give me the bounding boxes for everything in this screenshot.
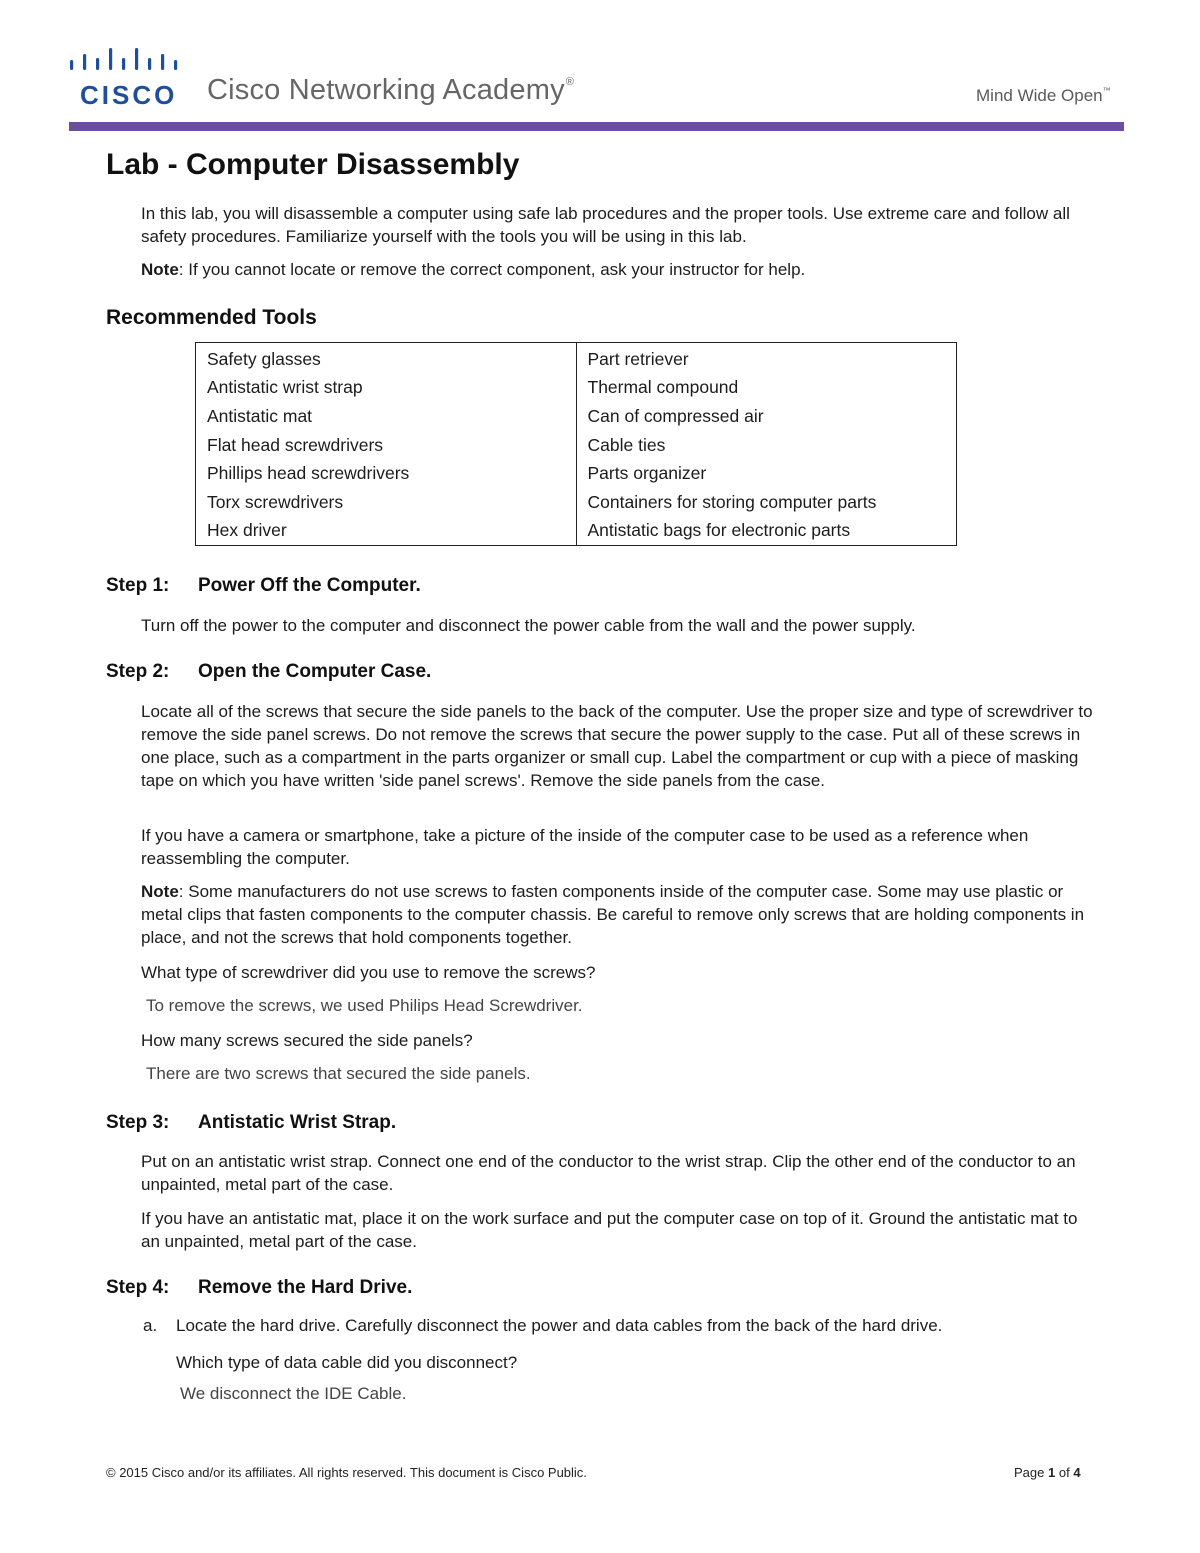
step-1-heading: Step 1: Power Off the Computer. <box>106 575 421 596</box>
tool-right-cell: Containers for storing computer parts <box>576 488 957 517</box>
step-2-note: Note: Some manufacturers do not use screws to fasten components inside of the computer case. Some may use plastic or metal clips that fasten components to the computer chassis. Be careful to remove only screws that are holding components in place, and not the screws that hold components together. <box>141 882 1085 947</box>
tool-left-cell: Safety glasses <box>196 343 577 374</box>
step-2-question-1: What type of screwdriver did you use to remove the screws? <box>141 963 596 982</box>
page-number: Page 1 of 4 <box>1014 1465 1081 1480</box>
tool-left-cell: Hex driver <box>196 517 577 546</box>
step-3-paragraph-2: If you have an antistatic mat, place it on the work surface and put the computer case on top of it. Ground the antistatic mat to an unpainted, metal part of the case. <box>141 1209 1078 1251</box>
tool-right-cell: Parts organizer <box>576 459 957 488</box>
tool-right-cell: Can of compressed air <box>576 402 957 431</box>
step-2-paragraph-2: If you have a camera or smartphone, take a picture of the inside of the computer case to be used as a reference when reassembling the computer. <box>141 826 1029 868</box>
tool-right-cell: Thermal compound <box>576 374 957 403</box>
step-4-answer: We disconnect the IDE Cable. <box>180 1384 407 1403</box>
step-2-answer-1: To remove the screws, we used Philips Head Screwdriver. <box>146 996 583 1015</box>
intro-paragraph: In this lab, you will disassemble a computer using safe lab procedures and the proper tools. Use extreme care and follow all safety procedures. Familiarize yourself with the tools you will be using in this lab. <box>141 204 1070 246</box>
tool-right-cell: Cable ties <box>576 431 957 460</box>
table-row <box>196 517 957 546</box>
cisco-wordmark: CISCO <box>80 80 178 110</box>
tool-left-cell: Phillips head screwdrivers <box>196 459 577 488</box>
header-rule <box>69 122 1124 131</box>
tagline: Mind Wide Open™ <box>976 86 1111 105</box>
tool-right-cell: Part retriever <box>576 343 957 374</box>
footer-copyright: © 2015 Cisco and/or its affiliates. All rights reserved. This document is Cisco Public. <box>106 1465 587 1480</box>
tool-left-cell: Flat head screwdrivers <box>196 431 577 460</box>
step-2-answer-2: There are two screws that secured the side panels. <box>146 1064 531 1083</box>
table-row <box>196 402 957 431</box>
table-row <box>196 374 957 403</box>
step-3-heading: Step 3: Antistatic Wrist Strap. <box>106 1112 397 1133</box>
tool-left-cell: Antistatic wrist strap <box>196 374 577 403</box>
tools-heading: Recommended Tools <box>106 306 317 329</box>
academy-name: Cisco Networking Academy® <box>207 74 575 106</box>
tool-right-cell: Antistatic bags for electronic parts <box>576 517 957 546</box>
table-row <box>196 343 957 374</box>
table-row <box>196 488 957 517</box>
table-row <box>196 431 957 460</box>
tools-table <box>195 342 957 546</box>
step-1-text: Turn off the power to the computer and disconnect the power cable from the wall and the power supply. <box>141 616 916 635</box>
step-2-question-2: How many screws secured the side panels? <box>141 1031 473 1050</box>
tool-left-cell: Torx screwdrivers <box>196 488 577 517</box>
step-4-heading: Step 4: Remove the Hard Drive. <box>106 1277 413 1298</box>
step-4-item-a: a. Locate the hard drive. Carefully disconnect the power and data cables from the back of the hard drive. <box>143 1316 943 1335</box>
step-2-paragraph-1: Locate all of the screws that secure the side panels to the back of the computer. Use the proper size and type of screwdriver to remove the side panel screws. Do not remove the screws that secure the power supply to the case. Put all of these screws in one place, such as a compartment in the parts organizer or small cup. Label the compartment or cup with a piece of masking tape on which you have written 'side panel screws'. Remove the side panels from the case. <box>141 702 1093 790</box>
step-4-question: Which type of data cable did you disconnect? <box>176 1353 518 1372</box>
step-3-paragraph-1: Put on an antistatic wrist strap. Connect one end of the conductor to the wrist strap. Clip the other end of the conductor to an unpainted, metal part of the case. <box>141 1152 1076 1194</box>
page-title: Lab - Computer Disassembly <box>106 148 520 181</box>
intro-note: Note: If you cannot locate or remove the correct component, ask your instructor for help. <box>141 260 806 279</box>
tool-left-cell: Antistatic mat <box>196 402 577 431</box>
step-2-heading: Step 2: Open the Computer Case. <box>106 661 432 682</box>
table-row <box>196 459 957 488</box>
